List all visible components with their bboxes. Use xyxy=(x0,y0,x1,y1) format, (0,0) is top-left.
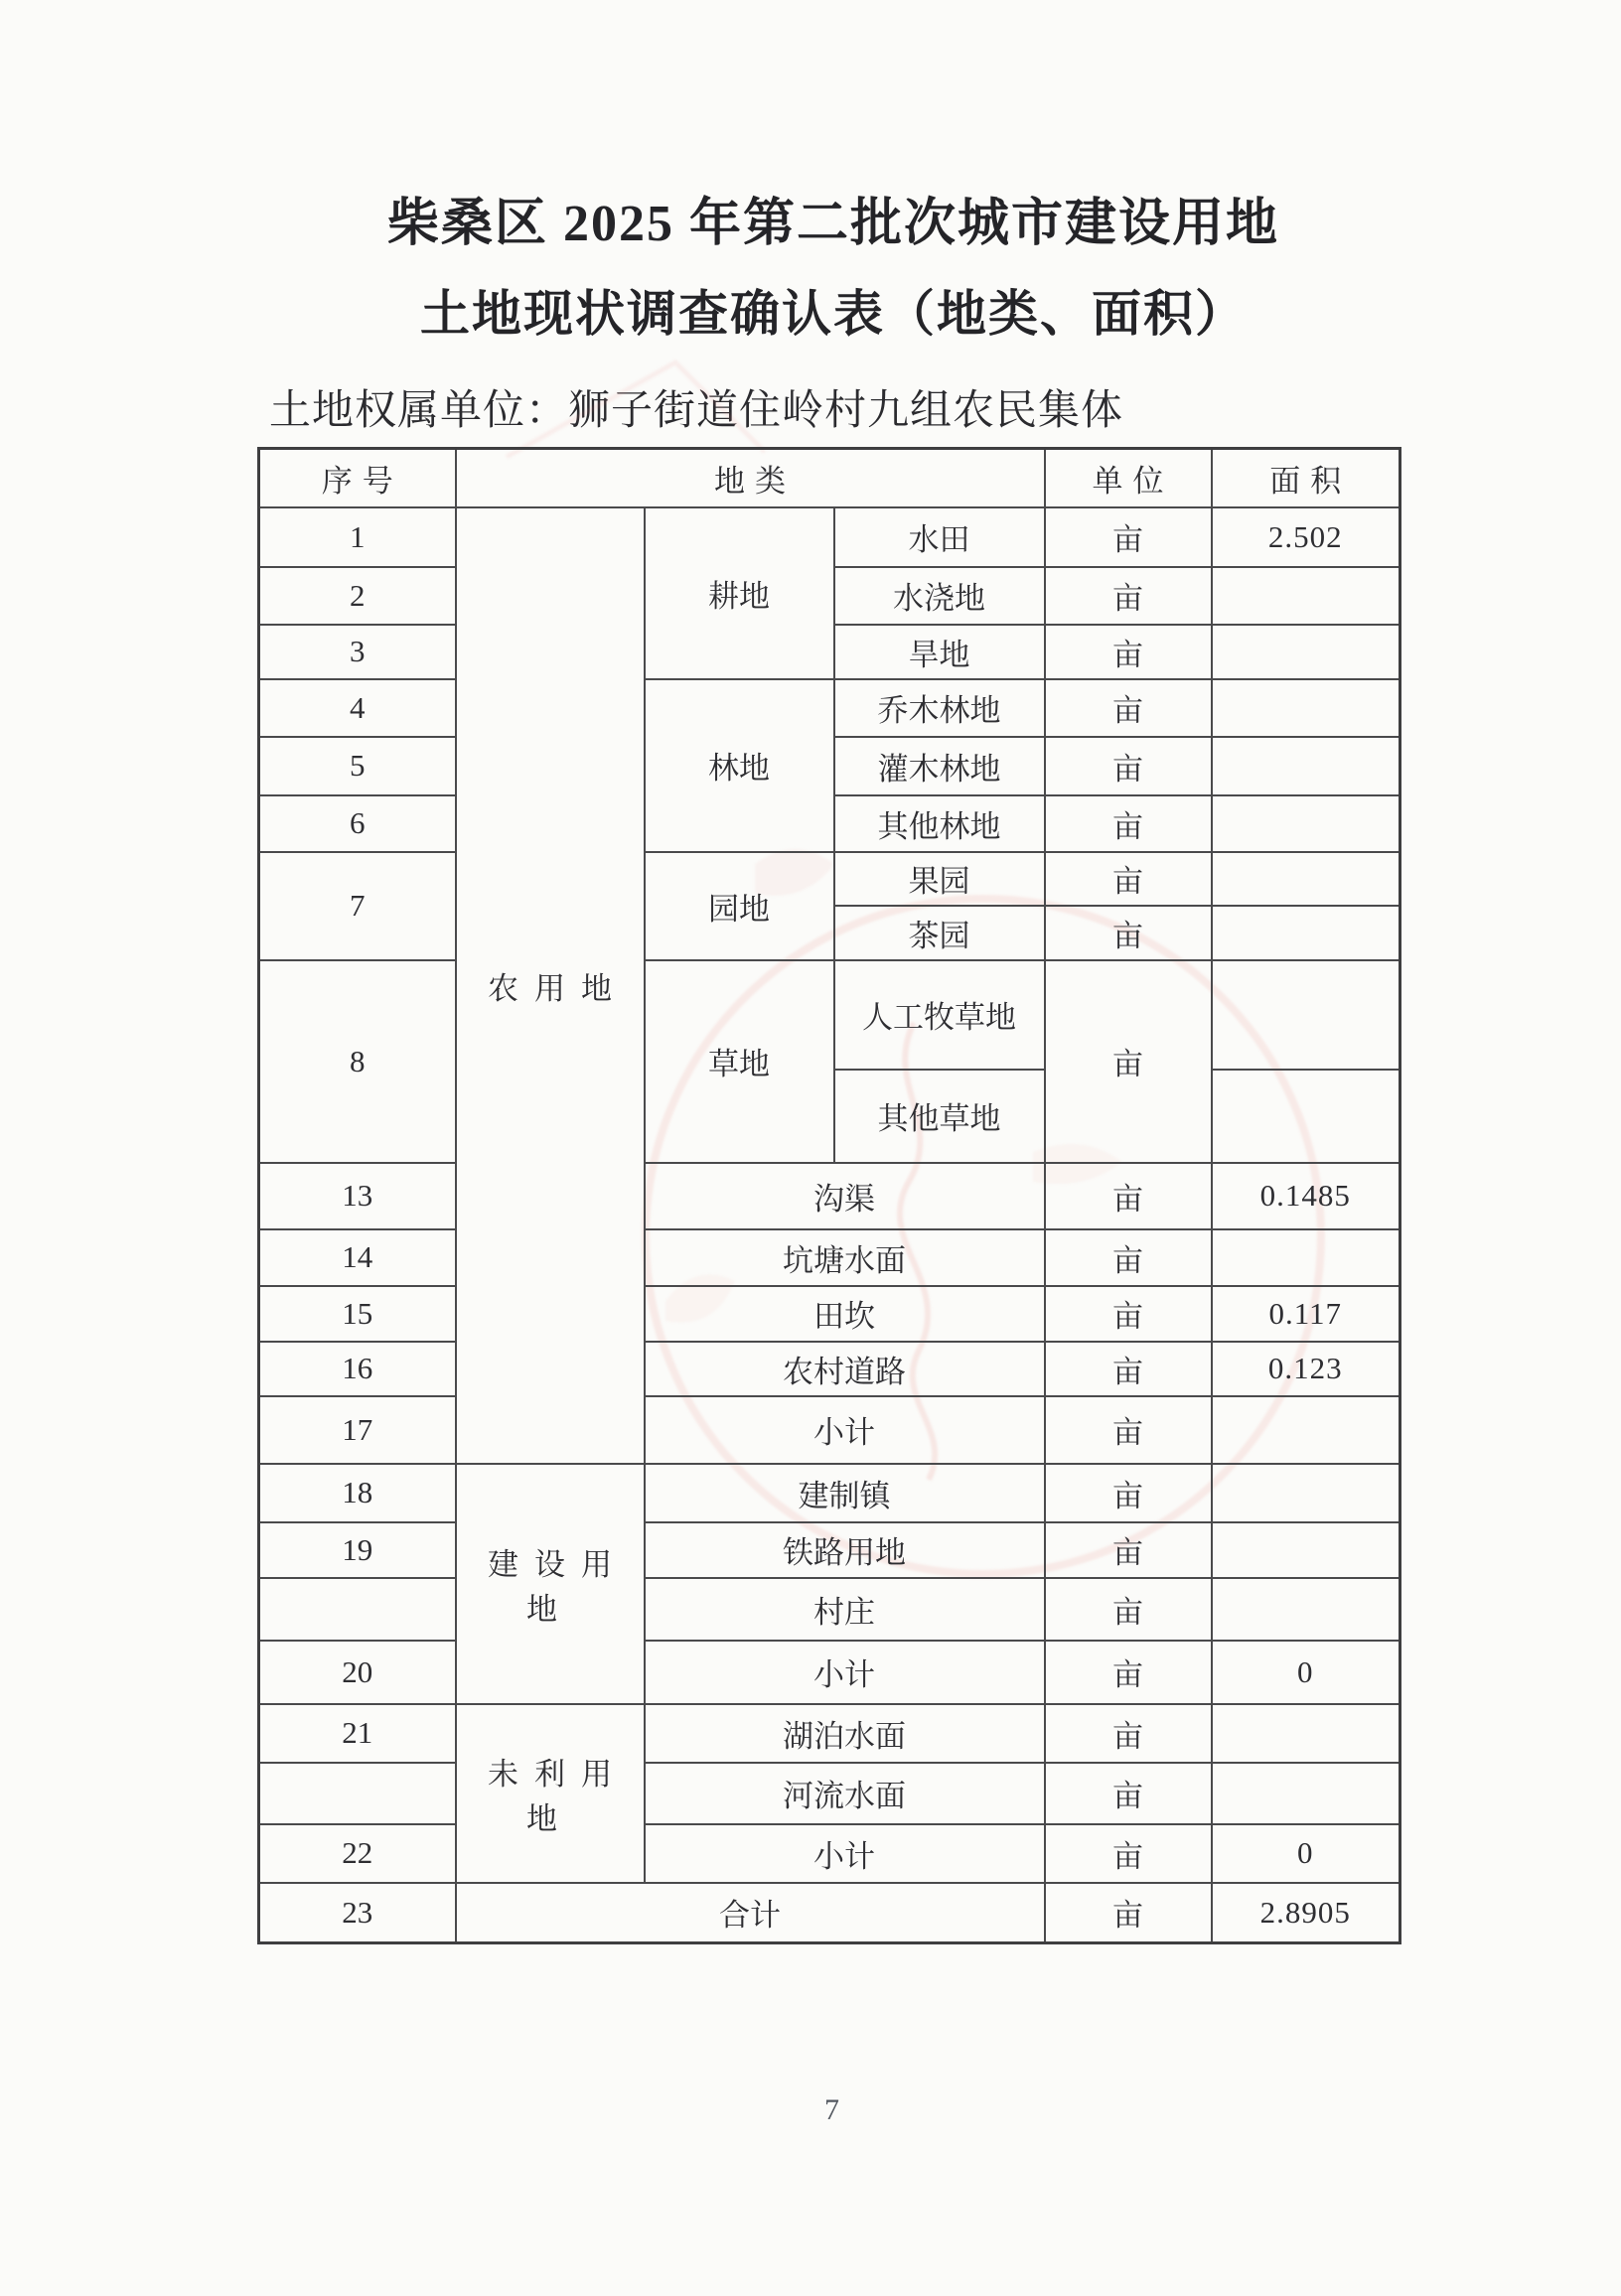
cell-no: 8 xyxy=(259,960,456,1163)
cell-no: 1 xyxy=(259,507,456,567)
cell-unit: 亩 xyxy=(1045,852,1212,906)
cell-land-l3: 其他草地 xyxy=(834,1070,1045,1163)
cell-land-l3: 小计 xyxy=(645,1641,1045,1704)
cell-no: 18 xyxy=(259,1464,456,1522)
cell-no: 21 xyxy=(259,1704,456,1763)
cell-no: 23 xyxy=(259,1883,456,1943)
cell-area: 2.502 xyxy=(1212,507,1400,567)
land-owner-label: 土地权属单位： xyxy=(269,388,569,434)
table-row xyxy=(259,1342,1400,1396)
cell-unit: 亩 xyxy=(1045,1464,1212,1522)
table-row xyxy=(259,1763,1400,1824)
cell-unit: 亩 xyxy=(1045,1286,1212,1342)
cell-land-l3: 小计 xyxy=(645,1824,1045,1883)
cell-land-l3: 人工牧草地 xyxy=(834,960,1045,1070)
cell-no: 17 xyxy=(259,1396,456,1464)
cell-area xyxy=(1212,679,1400,737)
table-row xyxy=(259,1824,1400,1883)
cell-no: 5 xyxy=(259,737,456,795)
cell-unit: 亩 xyxy=(1045,906,1212,960)
cell-area xyxy=(1212,1522,1400,1578)
cell-no: 19 xyxy=(259,1522,456,1578)
table-row xyxy=(259,1641,1400,1704)
cell-no: 7 xyxy=(259,852,456,960)
cell-area: 0 xyxy=(1212,1641,1400,1704)
cell-area xyxy=(1212,1578,1400,1641)
cell-no: 14 xyxy=(259,1229,456,1286)
cell-unit: 亩 xyxy=(1045,1396,1212,1464)
cell-land-l1: 农用地 xyxy=(456,507,645,1464)
table-row xyxy=(259,1578,1400,1641)
cell-land-l3: 农村道路 xyxy=(645,1342,1045,1396)
cell-no xyxy=(259,1578,456,1641)
table-row xyxy=(259,679,1400,737)
cell-land-l2: 园地 xyxy=(645,852,834,960)
cell-no: 16 xyxy=(259,1342,456,1396)
cell-unit: 亩 xyxy=(1045,1641,1212,1704)
page-number: 7 xyxy=(824,2093,839,2126)
table-row xyxy=(259,507,1400,567)
cell-area xyxy=(1212,852,1400,906)
cell-area xyxy=(1212,1464,1400,1522)
cell-land-l3: 灌木林地 xyxy=(834,737,1045,795)
table-row xyxy=(259,1522,1400,1578)
cell-land-l3: 铁路用地 xyxy=(645,1522,1045,1578)
land-owner-line xyxy=(269,377,1123,437)
table-row xyxy=(259,1704,1400,1763)
doc-title-line1: 柴桑区 2025 年第二批次城市建设用地 xyxy=(386,196,1279,252)
table-row xyxy=(259,1883,1400,1943)
cell-area xyxy=(1212,906,1400,960)
cell-area xyxy=(1212,625,1400,679)
cell-land-l3: 小计 xyxy=(645,1396,1045,1464)
cell-no: 4 xyxy=(259,679,456,737)
cell-land-l3: 坑塘水面 xyxy=(645,1229,1045,1286)
cell-unit: 亩 xyxy=(1045,1763,1212,1824)
cell-no: 13 xyxy=(259,1163,456,1229)
table-row xyxy=(259,1286,1400,1342)
table-row xyxy=(259,1163,1400,1229)
cell-land-l3: 村庄 xyxy=(645,1578,1045,1641)
land-survey-table xyxy=(257,447,1401,1944)
cell-land-l3: 茶园 xyxy=(834,906,1045,960)
cell-no: 20 xyxy=(259,1641,456,1704)
cell-land-l3: 建制镇 xyxy=(645,1464,1045,1522)
cell-unit: 亩 xyxy=(1045,567,1212,625)
cell-land-l1: 建设用地 xyxy=(456,1464,645,1704)
cell-area: 2.8905 xyxy=(1212,1883,1400,1943)
cell-land-l3: 沟渠 xyxy=(645,1163,1045,1229)
cell-unit: 亩 xyxy=(1045,1342,1212,1396)
cell-unit: 亩 xyxy=(1045,1578,1212,1641)
cell-area xyxy=(1212,1763,1400,1824)
cell-land-l3: 其他林地 xyxy=(834,795,1045,852)
cell-land-l2: 林地 xyxy=(645,679,834,852)
cell-area xyxy=(1212,795,1400,852)
cell-area xyxy=(1212,1396,1400,1464)
cell-unit: 亩 xyxy=(1045,737,1212,795)
cell-area: 0.123 xyxy=(1212,1342,1400,1396)
header-no: 序号 xyxy=(259,449,456,507)
cell-land-l3: 河流水面 xyxy=(645,1763,1045,1824)
cell-unit: 亩 xyxy=(1045,507,1212,567)
cell-land-l3: 田坎 xyxy=(645,1286,1045,1342)
cell-area xyxy=(1212,1704,1400,1763)
cell-unit: 亩 xyxy=(1045,1824,1212,1883)
cell-area xyxy=(1212,567,1400,625)
table-row xyxy=(259,1396,1400,1464)
cell-no: 2 xyxy=(259,567,456,625)
cell-no xyxy=(259,1763,456,1824)
cell-area xyxy=(1212,737,1400,795)
cell-land-l3: 湖泊水面 xyxy=(645,1704,1045,1763)
cell-land-l3: 水田 xyxy=(834,507,1045,567)
cell-area: 0.117 xyxy=(1212,1286,1400,1342)
header-unit: 单位 xyxy=(1045,449,1212,507)
cell-unit: 亩 xyxy=(1045,1883,1212,1943)
cell-land-total: 合计 xyxy=(456,1883,1045,1943)
cell-no: 6 xyxy=(259,795,456,852)
header-land-class: 地类 xyxy=(456,449,1045,507)
cell-area: 0 xyxy=(1212,1824,1400,1883)
cell-land-l3: 果园 xyxy=(834,852,1045,906)
cell-no: 15 xyxy=(259,1286,456,1342)
cell-land-l2: 草地 xyxy=(645,960,834,1163)
cell-area xyxy=(1212,960,1400,1070)
cell-unit: 亩 xyxy=(1045,1704,1212,1763)
cell-unit: 亩 xyxy=(1045,679,1212,737)
land-owner-value: 狮子街道住岭村九组农民集体 xyxy=(568,388,1124,434)
cell-unit: 亩 xyxy=(1045,1522,1212,1578)
cell-unit: 亩 xyxy=(1045,960,1212,1163)
cell-unit: 亩 xyxy=(1045,1229,1212,1286)
table-row xyxy=(259,1229,1400,1286)
cell-land-l2: 耕地 xyxy=(645,507,834,679)
cell-unit: 亩 xyxy=(1045,625,1212,679)
doc-title-line2: 土地现状调查确认表（地类、面积） xyxy=(420,286,1247,342)
cell-land-l3: 水浇地 xyxy=(834,567,1045,625)
table-row xyxy=(259,852,1400,906)
cell-area xyxy=(1212,1229,1400,1286)
cell-area xyxy=(1212,1070,1400,1163)
cell-unit: 亩 xyxy=(1045,1163,1212,1229)
table-header-row xyxy=(259,449,1400,507)
cell-no: 22 xyxy=(259,1824,456,1883)
cell-area: 0.1485 xyxy=(1212,1163,1400,1229)
cell-land-l3: 乔木林地 xyxy=(834,679,1045,737)
cell-land-l3: 旱地 xyxy=(834,625,1045,679)
table-row xyxy=(259,1464,1400,1522)
cell-no: 3 xyxy=(259,625,456,679)
cell-land-l1: 未利用地 xyxy=(456,1704,645,1883)
table-row xyxy=(259,960,1400,1070)
cell-unit: 亩 xyxy=(1045,795,1212,852)
header-area: 面积 xyxy=(1212,449,1400,507)
